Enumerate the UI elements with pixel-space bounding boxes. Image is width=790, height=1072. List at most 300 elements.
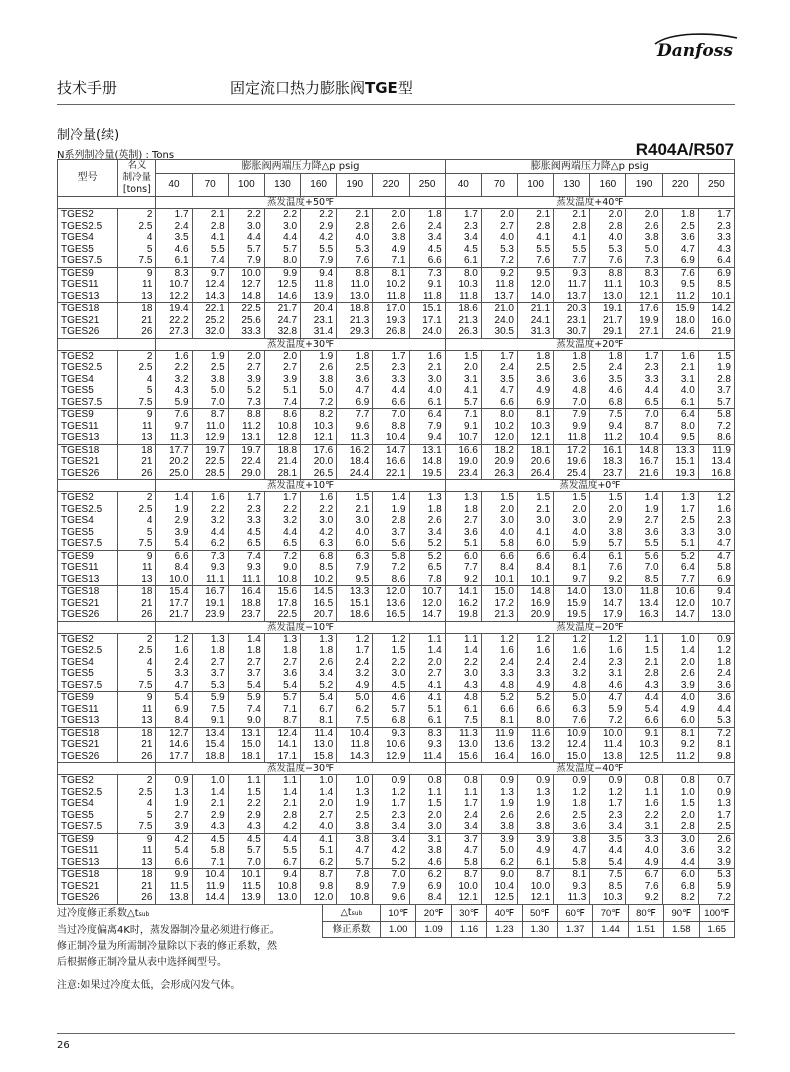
- table-row: [58, 692, 735, 728]
- capacity-cell: 9.2 11.8 13.7: [481, 267, 517, 303]
- capacity-cell: 8.1 10.3 12.1: [518, 409, 554, 445]
- capacity-cell: 9.9 12.5 14.6: [264, 267, 300, 303]
- capacity-cell: 18.8 21.4 28.1: [264, 444, 300, 480]
- capacity-cell: 6.6 8.4 10.1: [481, 550, 517, 586]
- capacity-cell: 1.2 1.7 2.4 3.2 4.9: [337, 633, 373, 692]
- capacity-cell: 15.1 17.1 24.0: [409, 303, 445, 339]
- capacity-cell: 1.9 2.5 3.8 5.0 7.0: [192, 350, 228, 409]
- capacity-cell: 1.7 2.3 3.3 4.3 6.4: [698, 209, 734, 268]
- capacity-cell: 10.4 11.8 14.3: [337, 727, 373, 763]
- capacity-cell: 2.0 2.6 3.8 4.9 7.1: [373, 209, 409, 268]
- capacity-cell: 8.3 10.7 12.2: [156, 267, 192, 303]
- capacity-cell: 4.4 5.4 6.6: [626, 692, 662, 728]
- capacity-cell: 2.0 2.7 4.0 5.3 7.2: [481, 209, 517, 268]
- evap-temp-row: [58, 763, 735, 775]
- capacity-cell: 1.6 2.1 3.0 4.0 6.1: [409, 350, 445, 409]
- capacity-cell: 9.3 11.7 13.7: [554, 267, 590, 303]
- capacity-cell: 10.0 12.7 14.8: [228, 267, 264, 303]
- capacity-cell: 4.2 5.4 6.6: [156, 833, 192, 869]
- capacity-cell: 1.3 1.7 2.5 3.3 5.1: [662, 492, 698, 551]
- pressure-col-right-1: 70: [481, 174, 517, 197]
- capacity-cell: 14.8 16.7 21.6: [626, 444, 662, 480]
- evap-temp-left: 蒸发温度−10℉: [156, 621, 445, 633]
- correction-temp-cell: 10℉: [381, 905, 416, 922]
- capacity-cell: 10.0 11.4 13.8: [590, 727, 626, 763]
- correction-factor-cell: 1.00: [381, 922, 416, 938]
- nominal-capacity-cell: 18 21 26: [118, 869, 156, 905]
- nominal-capacity-cell: 9 11 13: [118, 409, 156, 445]
- pressure-col-right-6: 220: [662, 174, 698, 197]
- capacity-cell: 1.2 1.6 2.4 3.3 4.7: [156, 633, 192, 692]
- capacity-cell: 17.7 20.2 25.0: [156, 444, 192, 480]
- pressure-col-left-1: 70: [192, 174, 228, 197]
- nominal-capacity-cell: 2 2.5 4 5 7.5: [118, 633, 156, 692]
- capacity-cell: 14.2 16.0 21.9: [698, 303, 734, 339]
- correction-temp-cell: 40℉: [487, 905, 522, 922]
- doc-category: 技术手册: [57, 79, 118, 97]
- capacity-cell: 5.9 7.5 9.1: [192, 692, 228, 728]
- correction-temp-cell: 20℉: [416, 905, 451, 922]
- capacity-cell: 1.6 2.2 3.2 4.4 6.2: [192, 492, 228, 551]
- pressure-col-right-0: 40: [445, 174, 481, 197]
- capacity-cell: 14.8 16.9 20.9: [518, 586, 554, 622]
- pressure-col-left-2: 100: [228, 174, 264, 197]
- capacity-cell: 8.0 10.3 11.8: [445, 267, 481, 303]
- capacity-cell: 1.0 1.4 2.0 2.7 4.0: [301, 775, 337, 834]
- model-cell: TGES18 TGES21 TGES26: [58, 586, 118, 622]
- capacity-cell: 2.0 2.6 3.8 5.0 7.3: [626, 209, 662, 268]
- model-cell: TGES2 TGES2.5 TGES4 TGES5 TGES7.5: [58, 775, 118, 834]
- title-model: TGE: [365, 79, 398, 97]
- correction-factor-cell: 1.16: [451, 922, 486, 938]
- capacity-cell: 6.2 6.9 8.4: [409, 869, 445, 905]
- capacity-cell: 0.8 1.1 1.5 2.0 3.0: [409, 775, 445, 834]
- capacity-cell: 3.9 4.9 6.1: [518, 833, 554, 869]
- page-number: 26: [57, 1040, 70, 1051]
- table-row: [58, 727, 735, 763]
- capacity-cell: 0.9 1.2 1.8 2.5 3.6: [554, 775, 590, 834]
- capacity-cell: 1.8 2.5 3.6 4.8 7.0: [554, 350, 590, 409]
- capacity-cell: 1.2 1.6 2.3 3.0 4.7: [698, 492, 734, 551]
- capacity-cell: 2.0 2.8 4.0 5.3 7.6: [590, 209, 626, 268]
- capacity-cell: 12.0 13.6 16.5: [373, 586, 409, 622]
- capacity-cell: 3.6 4.4 5.3: [698, 692, 734, 728]
- capacity-cell: 19.1 21.7 29.1: [590, 303, 626, 339]
- capacity-cell: 10.1 11.5 13.9: [228, 869, 264, 905]
- capacity-table: [57, 159, 735, 905]
- section-subtitle: N系列制冷量(英制) : Tons: [57, 150, 175, 161]
- capacity-cell: 9.4 11.8 13.9: [301, 267, 337, 303]
- capacity-cell: 11.6 13.2 16.0: [518, 727, 554, 763]
- capacity-cell: 14.7 16.6 22.1: [373, 444, 409, 480]
- capacity-cell: 2.6 3.2 3.9: [698, 833, 734, 869]
- capacity-cell: 1.6 2.2 3.2 4.3 5.9: [156, 350, 192, 409]
- capacity-cell: 1.3 1.8 2.7 3.6 5.4: [264, 633, 300, 692]
- capacity-cell: 0.9 1.2 1.8 2.4 3.6: [698, 633, 734, 692]
- pressure-col-left-0: 40: [156, 174, 192, 197]
- capacity-cell: 8.7 10.0 12.1: [445, 869, 481, 905]
- capacity-cell: 16.4 18.8 23.7: [228, 586, 264, 622]
- capacity-cell: 0.8 1.1 1.7 2.4 3.4: [445, 775, 481, 834]
- capacity-cell: 1.7 2.4 3.5 4.6 6.1: [156, 209, 192, 268]
- capacity-cell: 22.5 25.6 33.3: [228, 303, 264, 339]
- capacity-cell: 6.6 8.4 10.0: [156, 550, 192, 586]
- capacity-cell: 1.7 2.3 3.3 4.5 6.5: [228, 492, 264, 551]
- capacity-cell: 1.4 1.9 2.8 3.7 5.6: [373, 492, 409, 551]
- nominal-capacity-cell: 2 2.5 4 5 7.5: [118, 209, 156, 268]
- table-row: [58, 869, 735, 905]
- model-cell: TGES2 TGES2.5 TGES4 TGES5 TGES7.5: [58, 350, 118, 409]
- capacity-cell: 4.7 5.8 6.9: [698, 550, 734, 586]
- capacity-cell: 6.6 8.4 10.1: [518, 550, 554, 586]
- capacity-cell: 9.9 11.5 13.8: [156, 869, 192, 905]
- capacity-cell: 1.8 2.4 3.4 4.5 6.6: [409, 209, 445, 268]
- capacity-cell: 16.1 18.3 23.7: [590, 444, 626, 480]
- capacity-cell: 2.0 2.7 3.9 5.2 7.3: [228, 350, 264, 409]
- capacity-cell: 1.9 2.6 3.8 5.0 7.2: [301, 350, 337, 409]
- correction-factor-cell: 1.51: [628, 922, 663, 938]
- capacity-cell: 14.0 15.9 19.5: [554, 586, 590, 622]
- col-nominal-line1: 名义: [127, 160, 147, 171]
- pressure-col-right-3: 130: [554, 174, 590, 197]
- capacity-cell: 4.7 5.9 7.2: [590, 692, 626, 728]
- capacity-cell: 1.0 1.4 2.0 2.6 3.9: [662, 633, 698, 692]
- table-row: [58, 303, 735, 339]
- capacity-cell: 7.0 8.8 10.4: [373, 409, 409, 445]
- nominal-capacity-cell: 9 11 13: [118, 833, 156, 869]
- capacity-cell: 2.1 2.8 4.1 5.5 7.7: [554, 209, 590, 268]
- correction-delta-label: △tsub: [323, 905, 381, 922]
- capacity-cell: 6.3 7.9 9.5: [337, 550, 373, 586]
- model-cell: TGES9 TGES11 TGES13: [58, 409, 118, 445]
- capacity-cell: 6.0 7.7 9.2: [445, 550, 481, 586]
- model-cell: TGES9 TGES11 TGES13: [58, 833, 118, 869]
- capacity-cell: 9.4 10.7 13.0: [698, 586, 734, 622]
- capacity-cell: 19.7 22.4 29.0: [228, 444, 264, 480]
- capacity-cell: 2.2 3.0 4.4 5.7 7.9: [228, 209, 264, 268]
- correction-factor-cell: 1.37: [557, 922, 592, 938]
- capacity-cell: 7.1 9.1 10.7: [445, 409, 481, 445]
- pressure-col-left-3: 130: [264, 174, 300, 197]
- correction-table: [322, 904, 735, 938]
- capacity-cell: 3.5 4.4 5.4: [590, 833, 626, 869]
- evap-temp-left: 蒸发温度+50℉: [156, 197, 445, 209]
- capacity-cell: 5.0 6.2 7.5: [337, 692, 373, 728]
- nominal-capacity-cell: 2 2.5 4 5 7.5: [118, 775, 156, 834]
- capacity-cell: 9.7 12.4 14.3: [192, 267, 228, 303]
- nominal-capacity-cell: 2 2.5 4 5 7.5: [118, 350, 156, 409]
- capacity-cell: 1.5 2.0 3.0 4.0 5.9: [554, 492, 590, 551]
- title-main: 固定流口热力膨胀阀: [230, 79, 366, 97]
- table-row: [58, 550, 735, 586]
- capacity-cell: 14.1 16.2 19.8: [445, 586, 481, 622]
- pressure-col-right-5: 190: [626, 174, 662, 197]
- capacity-cell: 13.4 15.4 18.8: [192, 727, 228, 763]
- nominal-capacity-cell: 18 21 26: [118, 303, 156, 339]
- nominal-capacity-cell: 18 21 26: [118, 586, 156, 622]
- pressure-col-right-4: 160: [590, 174, 626, 197]
- model-cell: TGES9 TGES11 TGES13: [58, 692, 118, 728]
- pressure-col-left-4: 160: [301, 174, 337, 197]
- capacity-cell: 1.5 2.0 2.9 3.8 5.7: [590, 492, 626, 551]
- capacity-cell: 1.2 1.6 2.4 3.2 4.8: [554, 633, 590, 692]
- table-row: [58, 350, 735, 409]
- nominal-capacity-cell: 9 11 13: [118, 692, 156, 728]
- capacity-cell: 2.2 3.0 4.4 5.7 8.0: [264, 209, 300, 268]
- correction-factor-label: 修正系数: [323, 922, 381, 938]
- capacity-cell: 1.0 1.3 1.9 2.5 3.8: [337, 775, 373, 834]
- capacity-cell: 3.4 4.2 5.2: [373, 833, 409, 869]
- capacity-cell: 7.0 7.9 9.6: [373, 869, 409, 905]
- capacity-cell: 0.9 1.2 1.7 2.3 3.4: [590, 775, 626, 834]
- capacity-cell: 17.6 19.9 27.1: [626, 303, 662, 339]
- pressure-values-row: [58, 174, 735, 197]
- note-line-3: 修正制冷量为所需制冷量除以下表的修正系数，然: [57, 941, 277, 952]
- model-cell: TGES18 TGES21 TGES26: [58, 869, 118, 905]
- capacity-cell: 5.4 6.7 8.1: [301, 692, 337, 728]
- pressure-col-right-2: 100: [518, 174, 554, 197]
- danfoss-logo: [651, 30, 741, 60]
- capacity-cell: 19.4 22.2 27.3: [156, 303, 192, 339]
- nominal-capacity-cell: 18 21 26: [118, 727, 156, 763]
- capacity-cell: 21.1 24.1 31.3: [518, 303, 554, 339]
- evap-temp-right: 蒸发温度+0℉: [445, 480, 734, 492]
- capacity-cell: 3.7 4.7 5.8: [445, 833, 481, 869]
- capacity-cell: 1.7 2.3 3.4 4.5 6.1: [445, 209, 481, 268]
- capacity-cell: 8.1 9.2 11.2: [662, 727, 698, 763]
- col-nominal-line2: 制冷量: [122, 172, 152, 183]
- pressure-col-right-7: 250: [698, 174, 734, 197]
- capacity-cell: 1.5 2.0 3.1 4.1 5.7: [445, 350, 481, 409]
- evap-temp-row: [58, 621, 735, 633]
- capacity-cell: 1.8 2.5 3.6 4.9 6.9: [518, 350, 554, 409]
- capacity-cell: 7.6 9.5 11.2: [662, 267, 698, 303]
- table-row: [58, 444, 735, 480]
- capacity-cell: 1.1 1.4 2.2 3.0 4.3: [445, 633, 481, 692]
- capacity-cell: 4.0 4.9 6.0: [662, 692, 698, 728]
- capacity-cell: 0.7 0.9 1.3 1.7 2.5: [698, 775, 734, 834]
- capacity-cell: 5.2 6.6 8.0: [518, 692, 554, 728]
- capacity-cell: 1.4 1.9 2.7 3.6 5.5: [626, 492, 662, 551]
- capacity-cell: 18.8 21.3 29.3: [337, 303, 373, 339]
- capacity-cell: 10.4 11.9 14.4: [192, 869, 228, 905]
- capacity-cell: 15.4 17.7 21.7: [156, 586, 192, 622]
- capacity-cell: 10.7 12.0 14.7: [409, 586, 445, 622]
- capacity-cell: 5.2 6.4 7.7: [662, 550, 698, 586]
- capacity-cell: 1.7 2.4 3.5 4.7 6.6: [481, 350, 517, 409]
- evap-temp-right: 蒸发温度−20℉: [445, 621, 734, 633]
- evap-temp-blank: [58, 480, 156, 492]
- capacity-cell: 6.4 8.1 9.7: [554, 550, 590, 586]
- correction-temp-cell: 70℉: [593, 905, 628, 922]
- capacity-cell: 5.2 6.6 8.1: [481, 692, 517, 728]
- capacity-cell: 4.1 5.1 6.1: [409, 692, 445, 728]
- capacity-cell: 1.2 1.5 2.2 3.0 4.5: [373, 633, 409, 692]
- capacity-cell: 12.4 14.1 17.1: [264, 727, 300, 763]
- evap-temp-right: 蒸发温度+40℉: [445, 197, 734, 209]
- capacity-cell: 13.3 15.1 19.3: [662, 444, 698, 480]
- capacity-cell: 1.8 2.4 3.5 4.6 6.8: [590, 350, 626, 409]
- correction-temp-cell: 100℉: [699, 905, 734, 922]
- capacity-cell: 4.1 5.1 6.2: [301, 833, 337, 869]
- capacity-cell: 1.1 1.4 2.1 2.8 4.2: [264, 775, 300, 834]
- capacity-cell: 17.6 20.0 26.5: [301, 444, 337, 480]
- capacity-cell: 18.2 20.9 26.3: [481, 444, 517, 480]
- capacity-cell: 13.1 15.0 18.1: [228, 727, 264, 763]
- capacity-cell: 1.7 2.3 3.3 4.4 6.6: [373, 350, 409, 409]
- capacity-cell: 1.2 1.6 2.3 3.1 4.6: [590, 633, 626, 692]
- capacity-cell: 1.3 1.8 2.6 3.4 5.2: [409, 492, 445, 551]
- capacity-cell: 7.4 9.3 11.1: [228, 550, 264, 586]
- page-title: [230, 77, 413, 98]
- nominal-capacity-cell: 2 2.5 4 5 7.5: [118, 492, 156, 551]
- pressure-drop-header-left: 膨胀阀两端压力降△p psig: [156, 160, 445, 174]
- capacity-cell: 1.7 2.2 3.2 4.4 6.5: [264, 492, 300, 551]
- capacity-cell: 5.3 5.9 7.2: [698, 869, 734, 905]
- evap-temp-right: 蒸发温度+20℉: [445, 338, 734, 350]
- evap-temp-blank: [58, 763, 156, 775]
- capacity-cell: 7.3 9.1 11.8: [409, 267, 445, 303]
- capacity-cell: 1.1 1.5 2.2 2.9 4.3: [228, 775, 264, 834]
- capacity-cell: 8.3 10.3 12.1: [626, 267, 662, 303]
- capacity-cell: 5.6 7.0 8.5: [626, 550, 662, 586]
- evap-temp-blank: [58, 197, 156, 209]
- capacity-cell: 1.1 1.4 2.0 2.7 4.1: [409, 633, 445, 692]
- correction-temp-cell: 90℉: [664, 905, 699, 922]
- capacity-cell: 2.0 2.7 3.9 5.1 7.4: [264, 350, 300, 409]
- capacity-cell: 13.3 15.1 18.6: [337, 586, 373, 622]
- capacity-cell: 7.5 9.4 11.2: [590, 409, 626, 445]
- capacity-cell: 17.2 19.6 25.4: [554, 444, 590, 480]
- capacity-cell: 18.6 21.3 26.3: [445, 303, 481, 339]
- capacity-cell: 16.7 19.1 23.9: [192, 586, 228, 622]
- capacity-cell: 7.5 8.5 10.3: [590, 869, 626, 905]
- capacity-cell: 11.8 13.4 16.3: [626, 586, 662, 622]
- capacity-cell: 4.8 6.1 7.5: [445, 692, 481, 728]
- evap-temp-left: 蒸发温度+30℉: [156, 338, 445, 350]
- capacity-cell: 15.0 17.2 21.3: [481, 586, 517, 622]
- capacity-cell: 20.3 23.1 30.7: [554, 303, 590, 339]
- capacity-cell: 8.7 11.0 12.9: [192, 409, 228, 445]
- correction-factor-cell: 1.58: [664, 922, 699, 938]
- col-nominal-line3: [tons]: [122, 184, 151, 195]
- capacity-cell: 1.8 2.5 3.6 4.7 6.9: [662, 209, 698, 268]
- model-cell: TGES18 TGES21 TGES26: [58, 727, 118, 763]
- capacity-cell: 9.0 10.4 12.5: [481, 869, 517, 905]
- correction-factors-row: [323, 922, 735, 938]
- capacity-cell: 8.1 9.3 11.3: [554, 869, 590, 905]
- capacity-cell: 5.0 6.3 7.6: [554, 692, 590, 728]
- capacity-cell: 1.4 1.9 2.9 3.9 5.4: [156, 492, 192, 551]
- model-cell: TGES2 TGES2.5 TGES4 TGES5 TGES7.5: [58, 209, 118, 268]
- capacity-cell: 10.6 12.0 14.7: [662, 586, 698, 622]
- capacity-cell: 8.2 10.3 12.1: [301, 409, 337, 445]
- capacity-cell: 7.2 8.1 9.8: [698, 727, 734, 763]
- logo-wordmark: Danfoss: [657, 41, 733, 60]
- table-row: [58, 409, 735, 445]
- nominal-capacity-cell: 9 11 13: [118, 267, 156, 303]
- pressure-col-left-7: 250: [409, 174, 445, 197]
- capacity-cell: 7.9 9.9 11.8: [554, 409, 590, 445]
- table-row: [58, 492, 735, 551]
- capacity-cell: 1.3 1.8 2.6 3.4 5.2: [301, 633, 337, 692]
- table-row: [58, 775, 735, 834]
- capacity-cell: 4.6 5.7 6.8: [373, 692, 409, 728]
- capacity-cell: 5.7 7.1 8.7: [264, 692, 300, 728]
- capacity-cell: 3.9 5.0 6.2: [481, 833, 517, 869]
- capacity-cell: 4.4 5.5 6.7: [264, 833, 300, 869]
- correction-temps-row: [323, 905, 735, 922]
- capacity-cell: 2.1 2.8 4.0 5.3 7.6: [337, 209, 373, 268]
- capacity-cell: 1.0 1.4 2.1 2.9 4.3: [192, 775, 228, 834]
- capacity-cell: 1.6 2.1 3.1 4.0 6.1: [662, 350, 698, 409]
- flash-gas-warning: 注意:如果过冷度太低，会形成闪发气体。: [57, 980, 241, 991]
- capacity-cell: 0.9 1.3 1.9 2.7 3.9: [156, 775, 192, 834]
- table-header-row: [58, 160, 735, 174]
- pressure-col-left-6: 220: [373, 174, 409, 197]
- evap-temp-row: [58, 338, 735, 350]
- capacity-cell: 1.6 2.2 3.0 4.2 6.3: [301, 492, 337, 551]
- capacity-cell: 11.4 13.0 15.8: [301, 727, 337, 763]
- table-row: [58, 267, 735, 303]
- capacity-cell: 8.8 11.2 13.1: [228, 409, 264, 445]
- capacity-cell: 5.8 7.2 8.6: [373, 550, 409, 586]
- capacity-cell: 1.1 1.5 2.1 2.8 4.3: [626, 633, 662, 692]
- capacity-cell: 9.4 10.8 13.0: [264, 869, 300, 905]
- capacity-cell: 6.4 8.0 9.5: [662, 409, 698, 445]
- correction-factor-cell: 1.65: [699, 922, 734, 938]
- capacity-cell: 1.2 1.6 2.4 3.3 4.9: [518, 633, 554, 692]
- capacity-cell: 0.8 1.0 1.5 2.0 2.8: [662, 775, 698, 834]
- capacity-cell: 4.5 5.7 7.0: [228, 833, 264, 869]
- capacity-cell: 20.4 23.1 31.4: [301, 303, 337, 339]
- pressure-col-left-5: 190: [337, 174, 373, 197]
- capacity-cell: 6.0 6.8 8.2: [662, 869, 698, 905]
- capacity-cell: 14.5 16.5 20.7: [301, 586, 337, 622]
- model-cell: TGES2 TGES2.5 TGES4 TGES5 TGES7.5: [58, 633, 118, 692]
- evap-temp-blank: [58, 338, 156, 350]
- capacity-cell: 17.0 19.3 26.8: [373, 303, 409, 339]
- capacity-cell: 3.8 4.7 5.7: [337, 833, 373, 869]
- capacity-cell: 19.7 22.5 28.5: [192, 444, 228, 480]
- capacity-cell: 3.3 4.0 4.9: [626, 833, 662, 869]
- capacity-cell: 15.9 18.0 24.6: [662, 303, 698, 339]
- header-divider: [57, 104, 735, 105]
- evap-temp-row: [58, 480, 735, 492]
- capacity-cell: 16.6 19.0 23.4: [445, 444, 481, 480]
- capacity-cell: 7.0 8.7 10.4: [626, 409, 662, 445]
- title-suffix: 型: [397, 79, 413, 97]
- capacity-cell: 9.1 10.3 12.5: [626, 727, 662, 763]
- table-row: [58, 209, 735, 268]
- capacity-cell: 8.0 10.2 12.0: [481, 409, 517, 445]
- pressure-drop-header-right: 膨胀阀两端压力降△p psig: [445, 160, 734, 174]
- capacity-cell: 1.4 1.8 2.7 3.7 5.4: [228, 633, 264, 692]
- nominal-capacity-cell: 18 21 26: [118, 444, 156, 480]
- capacity-cell: 5.2 6.5 7.8: [409, 550, 445, 586]
- capacity-cell: 8.8 11.1 13.0: [590, 267, 626, 303]
- capacity-cell: 1.3 1.8 2.7 3.7 5.3: [192, 633, 228, 692]
- capacity-cell: 1.2 1.6 2.4 3.3 4.8: [481, 633, 517, 692]
- nominal-capacity-cell: 9 11 13: [118, 550, 156, 586]
- correction-factor-cell: 1.09: [416, 922, 451, 938]
- table-row: [58, 586, 735, 622]
- capacity-cell: 22.1 25.2 32.0: [192, 303, 228, 339]
- footer-divider: [57, 1033, 735, 1034]
- correction-factor-cell: 1.30: [522, 922, 557, 938]
- capacity-cell: 1.5 1.9 2.8 3.7 5.7: [698, 350, 734, 409]
- capacity-cell: 1.5 2.0 3.0 4.0 5.8: [481, 492, 517, 551]
